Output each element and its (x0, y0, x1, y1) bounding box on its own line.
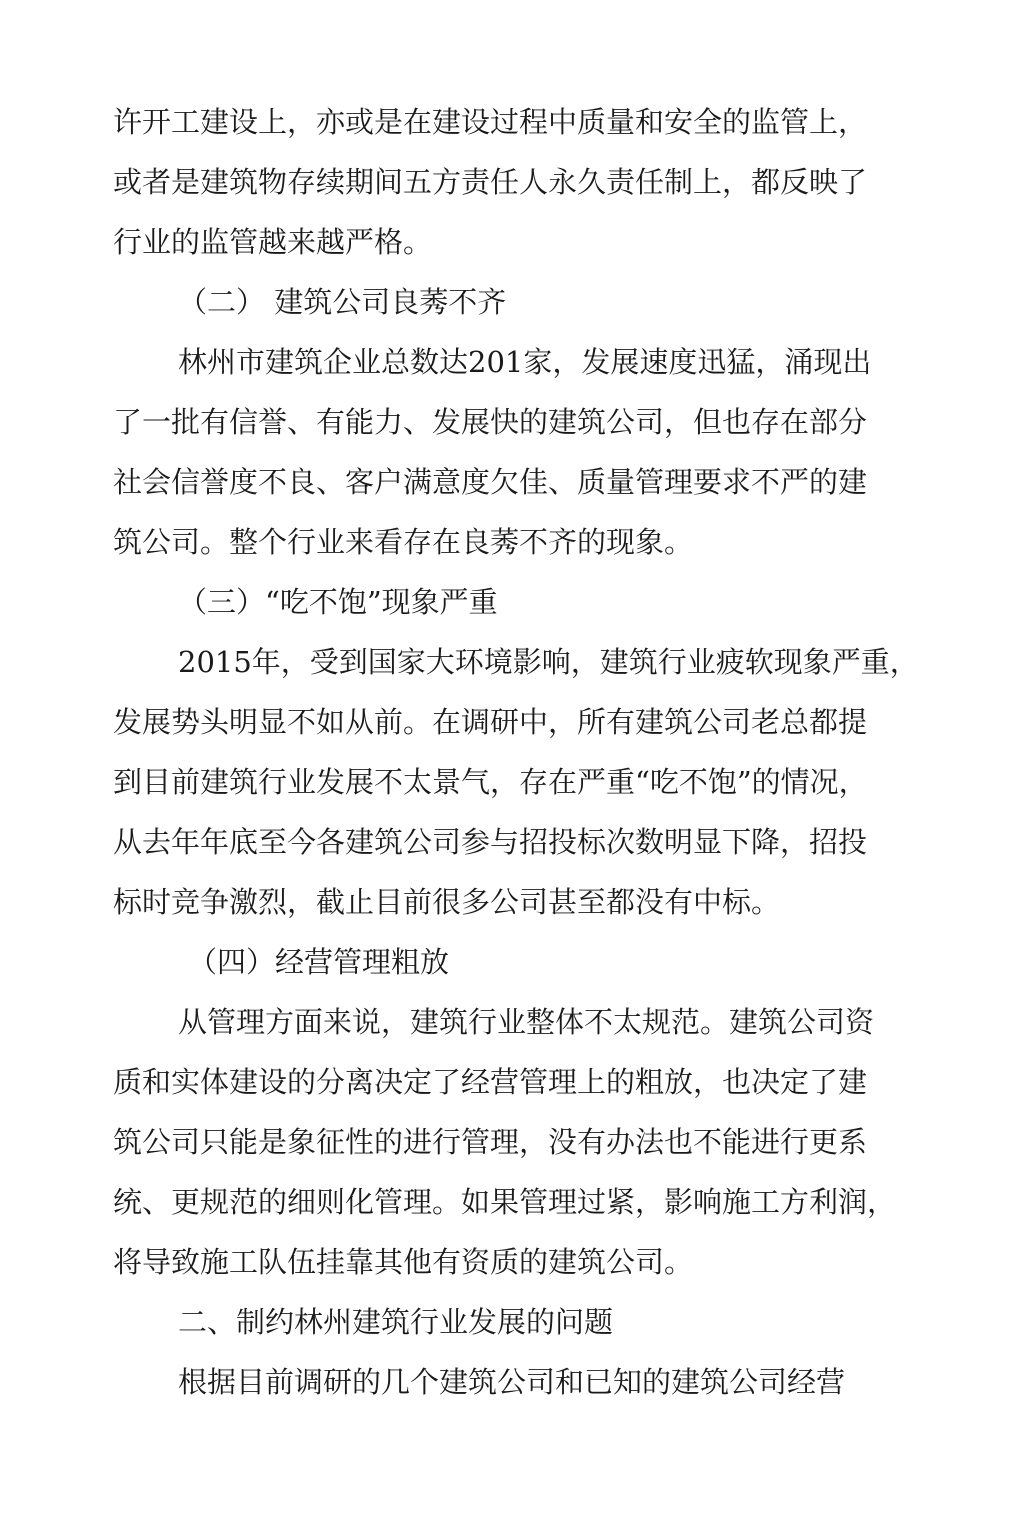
paragraph-line: 行业的监管越来越严格。 (113, 225, 433, 259)
paragraph-line: 从管理方面来说，建筑行业整体不太规范。建筑公司资 (178, 1005, 875, 1039)
paragraph-line: 林州市建筑企业总数达201家，发展速度迅猛，涌现出 (178, 345, 872, 379)
section-heading: （三）“吃不饱”现象严重 (178, 585, 498, 619)
paragraph-line: 或者是建筑物存续期间五方责任人永久责任制上，都反映了 (113, 165, 868, 199)
paragraph-line: 标时竞争激烈，截止目前很多公司甚至都没有中标。 (113, 885, 781, 919)
paragraph-line: 筑公司只能是象征性的进行管理，没有办法也不能进行更系 (113, 1125, 868, 1159)
section-heading: （四）经营管理粗放 (188, 945, 450, 979)
paragraph-line: 发展势头明显不如从前。在调研中，所有建筑公司老总都提 (113, 705, 868, 739)
paragraph-line: 社会信誉度不良、客户满意度欠佳、质量管理要求不严的建 (113, 465, 868, 499)
paragraph-line: 统、更规范的细则化管理。如果管理过紧，影响施工方利润， (113, 1185, 897, 1219)
section-heading: （二） 建筑公司良莠不齐 (178, 285, 507, 319)
paragraph-line: 从去年年底至今各建筑公司参与招投标次数明显下降，招投 (113, 825, 868, 859)
chapter-heading: 二、制约林州建筑行业发展的问题 (178, 1305, 614, 1339)
paragraph-line: 质和实体建设的分离决定了经营管理上的粗放，也决定了建 (113, 1065, 868, 1099)
paragraph-line: 了一批有信誉、有能力、发展快的建筑公司，但也存在部分 (113, 405, 868, 439)
paragraph-line: 到目前建筑行业发展不太景气，存在严重“吃不饱”的情况， (113, 765, 868, 799)
paragraph-line: 根据目前调研的几个建筑公司和已知的建筑公司经营 (178, 1365, 846, 1399)
paragraph-line: 2015年，受到国家大环境影响，建筑行业疲软现象严重， (178, 645, 919, 679)
paragraph-line: 将导致施工队伍挂靠其他有资质的建筑公司。 (113, 1245, 694, 1279)
paragraph-line: 许开工建设上，亦或是在建设过程中质量和安全的监管上， (113, 105, 868, 139)
paragraph-line: 筑公司。整个行业来看存在良莠不齐的现象。 (113, 525, 694, 559)
